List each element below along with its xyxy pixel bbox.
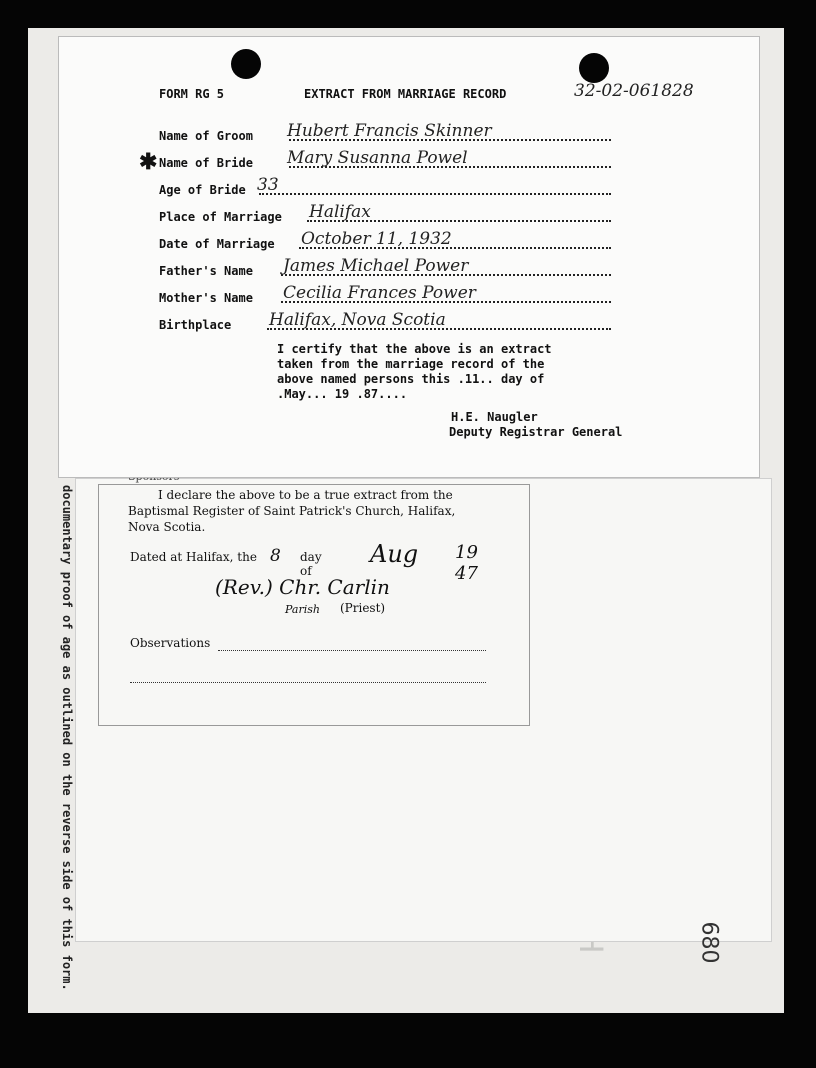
certification-text bbox=[277, 342, 607, 402]
observations-line bbox=[130, 682, 486, 683]
field-dots bbox=[259, 193, 611, 195]
registrar-signature-block bbox=[449, 410, 622, 440]
priest-label: (Priest) bbox=[340, 601, 386, 615]
field-label: Place of Marriage bbox=[159, 210, 282, 224]
field-place bbox=[159, 204, 719, 226]
page-number: 680 bbox=[696, 921, 722, 964]
dated-line bbox=[130, 540, 478, 584]
field-age bbox=[159, 177, 719, 199]
field-value: Halifax bbox=[309, 202, 371, 222]
field-bride bbox=[159, 150, 719, 172]
dated-at-label: Dated at Halifax, the bbox=[130, 550, 257, 564]
record-number: 32-02-061828 bbox=[574, 81, 694, 101]
signer-title: Deputy Registrar General bbox=[449, 425, 623, 439]
field-father bbox=[159, 258, 719, 280]
observations-label: Observations bbox=[130, 636, 211, 650]
document-title: EXTRACT FROM MARRIAGE RECORD bbox=[304, 87, 507, 101]
cert-line: .May... 19 .87.... bbox=[277, 387, 408, 401]
cert-line: above named persons this .11.. day of bbox=[277, 372, 545, 386]
field-value: Cecilia Frances Power bbox=[283, 283, 476, 303]
day-of-label: day of bbox=[300, 550, 322, 578]
field-groom bbox=[159, 123, 719, 145]
dated-month: Aug bbox=[370, 540, 419, 568]
field-mother bbox=[159, 285, 719, 307]
field-label: Name of Bride bbox=[159, 156, 253, 170]
declaration-line-1: I declare the above to be a true extract from the bbox=[158, 488, 453, 502]
cert-line: taken from the marriage record of the bbox=[277, 357, 545, 371]
field-label: Date of Marriage bbox=[159, 237, 275, 251]
asterisk-mark: ✱ bbox=[139, 149, 158, 175]
punch-hole bbox=[579, 53, 609, 83]
field-label: Birthplace bbox=[159, 318, 232, 332]
field-value: Hubert Francis Skinner bbox=[287, 121, 492, 141]
side-vertical-note: documentary proof of age as outlined on the reverse side of this form. bbox=[60, 485, 74, 991]
field-value: October 11, 1932 bbox=[301, 229, 452, 249]
baptismal-declaration bbox=[128, 487, 498, 535]
field-value: Halifax, Nova Scotia bbox=[269, 310, 446, 330]
parish-note: Parish bbox=[285, 603, 320, 616]
declaration-line-3: Nova Scotia. bbox=[128, 520, 206, 534]
cert-line: I certify that the above is an extract bbox=[277, 342, 552, 356]
declaration-line-2: Baptismal Register of Saint Patrick's Church, Halifax, bbox=[128, 504, 456, 518]
punch-hole bbox=[231, 49, 261, 79]
dated-year: 19 47 bbox=[455, 542, 478, 584]
form-label: FORM RG 5 bbox=[159, 87, 225, 101]
field-birthplace bbox=[159, 312, 719, 334]
observations-line bbox=[218, 650, 486, 651]
field-label: Age of Bride bbox=[159, 183, 246, 197]
priest-signature: (Rev.) Chr. Carlin bbox=[215, 575, 390, 599]
field-value: 33 bbox=[257, 175, 279, 195]
field-date bbox=[159, 231, 719, 253]
dated-day: 8 bbox=[270, 546, 281, 566]
marriage-extract-card bbox=[58, 36, 760, 478]
signer-name: H.E. Naugler bbox=[451, 410, 538, 424]
field-value: James Michael Power bbox=[283, 256, 469, 276]
field-label: Mother's Name bbox=[159, 291, 253, 305]
field-label: Name of Groom bbox=[159, 129, 253, 143]
field-label: Father's Name bbox=[159, 264, 253, 278]
field-value: Mary Susanna Powel bbox=[287, 148, 468, 168]
